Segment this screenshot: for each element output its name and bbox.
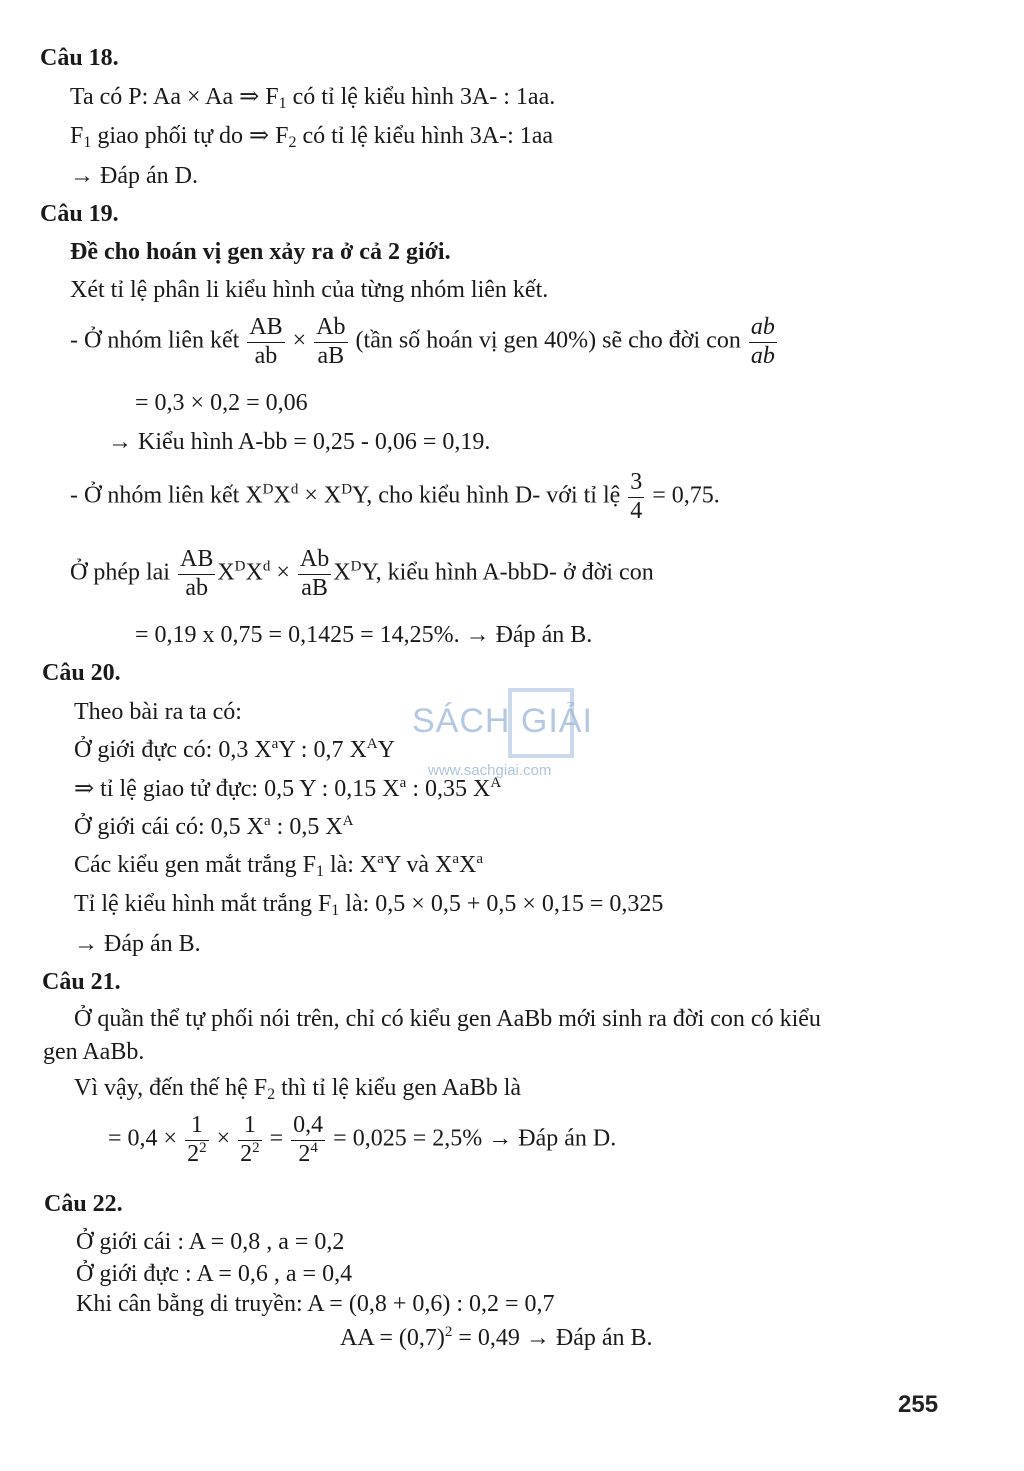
q21-line1: Ở quần thể tự phối nói trên, chỉ có kiểu gen AaBb mới sinh ra đời con có kiểu [74,1006,821,1032]
q22-title: Câu 22. [44,1191,123,1217]
q18-line1: Ta có P: Aa × Aa ⇒ $F_1$ có tỉ lệ kiểu hình 3A- : 1aa. [70,84,556,112]
page-number: 255 [898,1391,939,1418]
q20-line4: Ở giới cái có: 0,5 $X^a$ : 0,5 $X^A$ [74,813,354,840]
q21-line3: Vì vậy, đến thế hệ $F_2$ thì tỉ lệ kiểu gen AaBb là [74,1075,522,1103]
q22-line3: Khi cân bằng di truyền: A = (0,8 + 0,6) : 0,2 = 0,7 [76,1291,555,1317]
q20-line5: Các kiểu gen mắt trắng $F_1$ là: $X^aY$ và $X^aX^a$ [74,851,484,880]
q20-line1: Theo bài ra ta có: [74,699,242,725]
q19-line5: - Ở nhóm liên kết $X^DX^d \times X^DY$, cho kiểu hình D- với tỉ lệ $\frac{3}{4}$ = 0,75. [70,469,720,524]
q22-line4: AA = $(0,7)^2 = 0,49$ → Đáp án B. [340,1324,653,1351]
q19-line7: = 0,19 x 0,75 = 0,1425 = 14,25%. → Đáp án B. [135,622,593,648]
watermark-text: SÁCH GIẢI [412,702,593,740]
q19-line3: = 0,3 × 0,2 = 0,06 [135,390,308,416]
q19-title: Câu 19. [40,201,119,227]
q19-line6: Ở phép lai $\frac{AB}{ab}$ $X^DX^d$ × $\frac{Ab}{aB}$ $X^DY$, kiểu hình A-bbD- ở đời con [70,546,654,601]
q18-title: Câu 18. [40,45,119,71]
q19-line1: Xét tỉ lệ phân li kiểu hình của từng nhóm liên kết. [70,277,549,303]
q19-bold-note: Đề cho hoán vị gen xảy ra ở cả 2 giới. [70,239,451,265]
q20-title: Câu 20. [42,660,121,686]
q20-line6: Tỉ lệ kiểu hình mắt trắng $F_1$ là: 0,5 × 0,5 + 0,5 × 0,15 = 0,325 [74,891,664,919]
q20-line3: ⇒ tỉ lệ giao tử đực: 0,5 Y : 0,15 $X^a$ : 0,35 $X^A$ [74,775,502,802]
q19-line2: - Ở nhóm liên kết $\frac{AB}{ab}$ × $\frac{Ab}{aB}$ (tần số hoán vị gen 40%) sẽ cho đời con $\frac{ab}{ab}$ [70,314,775,369]
q21-title: Câu 21. [42,969,121,995]
q21-line2: gen AaBb. [43,1039,145,1065]
q22-line2: Ở giới đực : A = 0,6 , a = 0,4 [76,1261,353,1287]
q18-answer: → Đáp án D. [70,163,198,189]
q22-line1: Ở giới cái : A = 0,8 , a = 0,2 [76,1229,345,1255]
q18-line2: $F_1$ giao phối tự do ⇒ $F_2$ có tỉ lệ kiểu hình 3A-: 1aa [70,123,554,151]
q20-answer: → Đáp án B. [74,931,201,957]
q20-line2: Ở giới đực có: 0,3 $X^aY$ : 0,7 $X^AY$ [74,736,395,763]
watermark-url: www.sachgiai.com [428,762,552,779]
q21-equation: = 0,4 × $\frac{1}{2^2}$ × $\frac{1}{2^2}$ = $\frac{0,4}{2^4}$ = 0,025 = 2,5% → Đáp án D. [108,1112,617,1167]
q19-line4: → Kiểu hình A-bb = 0,25 - 0,06 = 0,19. [108,429,491,455]
sachgiai-watermark-logo [412,686,622,781]
